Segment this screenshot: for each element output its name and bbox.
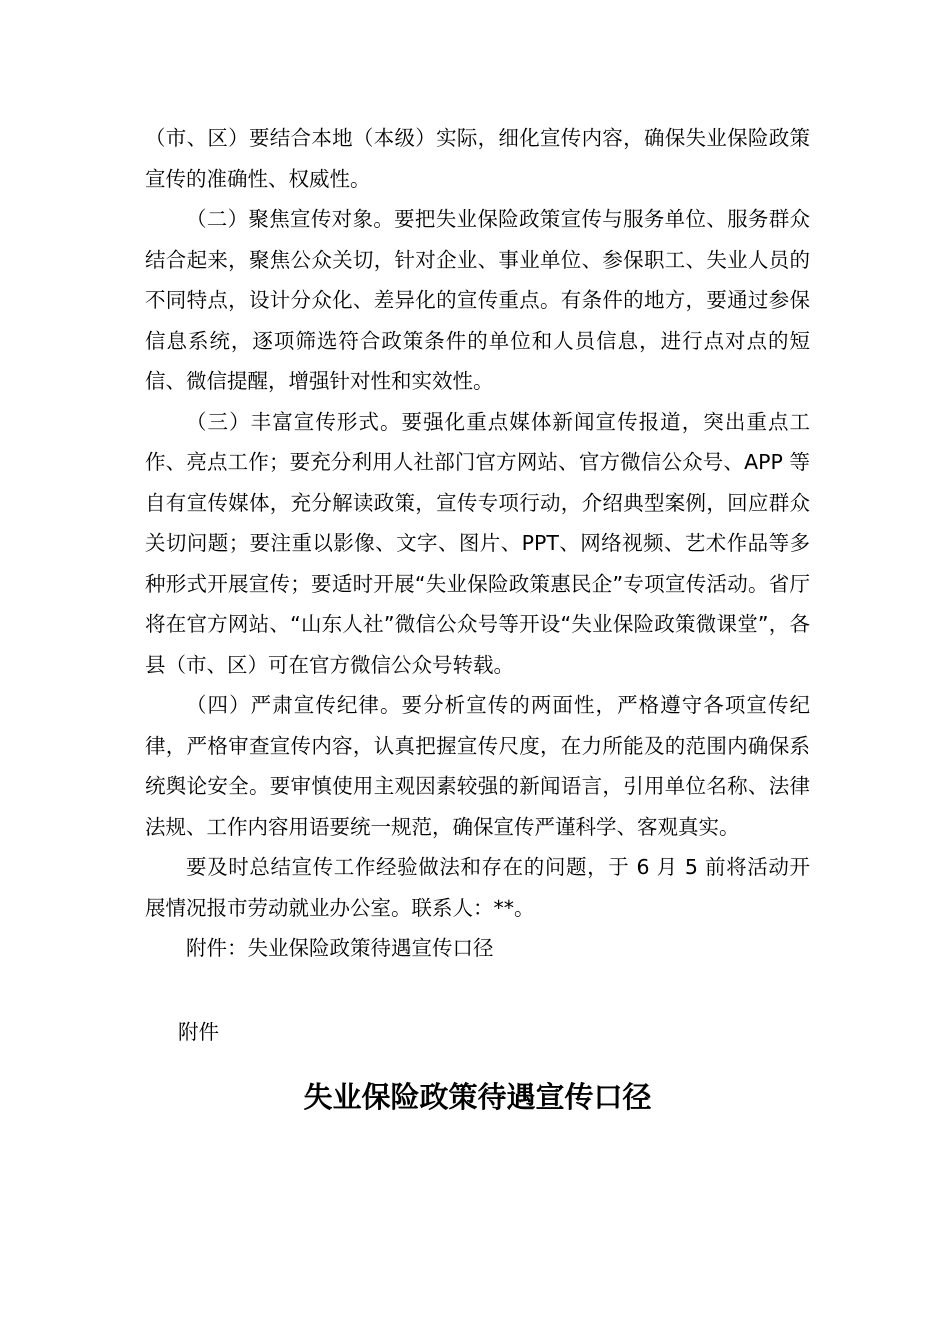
body-text: [145, 118, 810, 969]
paragraph-attachment-ref: 附件：失业保险政策待遇宣传口径: [186, 936, 494, 960]
document-page: [145, 118, 810, 1124]
paragraph-focus-audience: （二）聚焦宣传对象。要把失业保险政策宣传与服务单位、服务群众结合起来，聚焦公众关切，针对企业、事业单位、参保职工、失业人员的不同特点，设计分众化、差异化的宣传重点。有条件的地方，要通过参保信息系统，逐项筛选符合政策条件的单位和人员信息，进行点对点的短信、微信提醒，增强针对性和实效性。: [145, 207, 810, 393]
paragraph-summary: 要及时总结宣传工作经验做法和存在的问题，于 6 月 5 前将活动开展情况报市劳动就业办公室。联系人：**。: [145, 855, 810, 920]
attachment-label: 附件: [178, 1019, 219, 1044]
paragraph-enrich-forms: （三）丰富宣传形式。要强化重点媒体新闻宣传报道，突出重点工作、亮点工作；要充分利用人社部门官方网站、官方微信公众号、APP 等自有宣传媒体，充分解读政策，宣传专项行动，介绍典型案例，回应群众关切问题；要注重以影像、文字、图片、PPT、网络视频、艺术作品等多种形式开展宣传；要适时开展“失业保险政策惠民企”专项宣传活动。省厅将在官方网站、“山东人社”微信公众号等开设“失业保险政策微课堂”，各县（市、区）可在官方微信公众号转载。: [145, 409, 810, 677]
spacer: [145, 969, 810, 1012]
paragraph-discipline: （四）严肃宣传纪律。要分析宣传的两面性，严格遵守各项宣传纪律，严格审查宣传内容，认真把握宣传尺度，在力所能及的范围内确保系统舆论安全。要审慎使用主观因素较强的新闻语言，引用单位名称、法律法规、工作内容用语要统一规范，确保宣传严谨科学、客观真实。: [145, 693, 810, 839]
attachment-title: 失业保险政策待遇宣传口径: [303, 1080, 652, 1114]
paragraph-continuation: （市、区）要结合本地（本级）实际，细化宣传内容，确保失业保险政策宣传的准确性、权威性。: [145, 126, 810, 191]
